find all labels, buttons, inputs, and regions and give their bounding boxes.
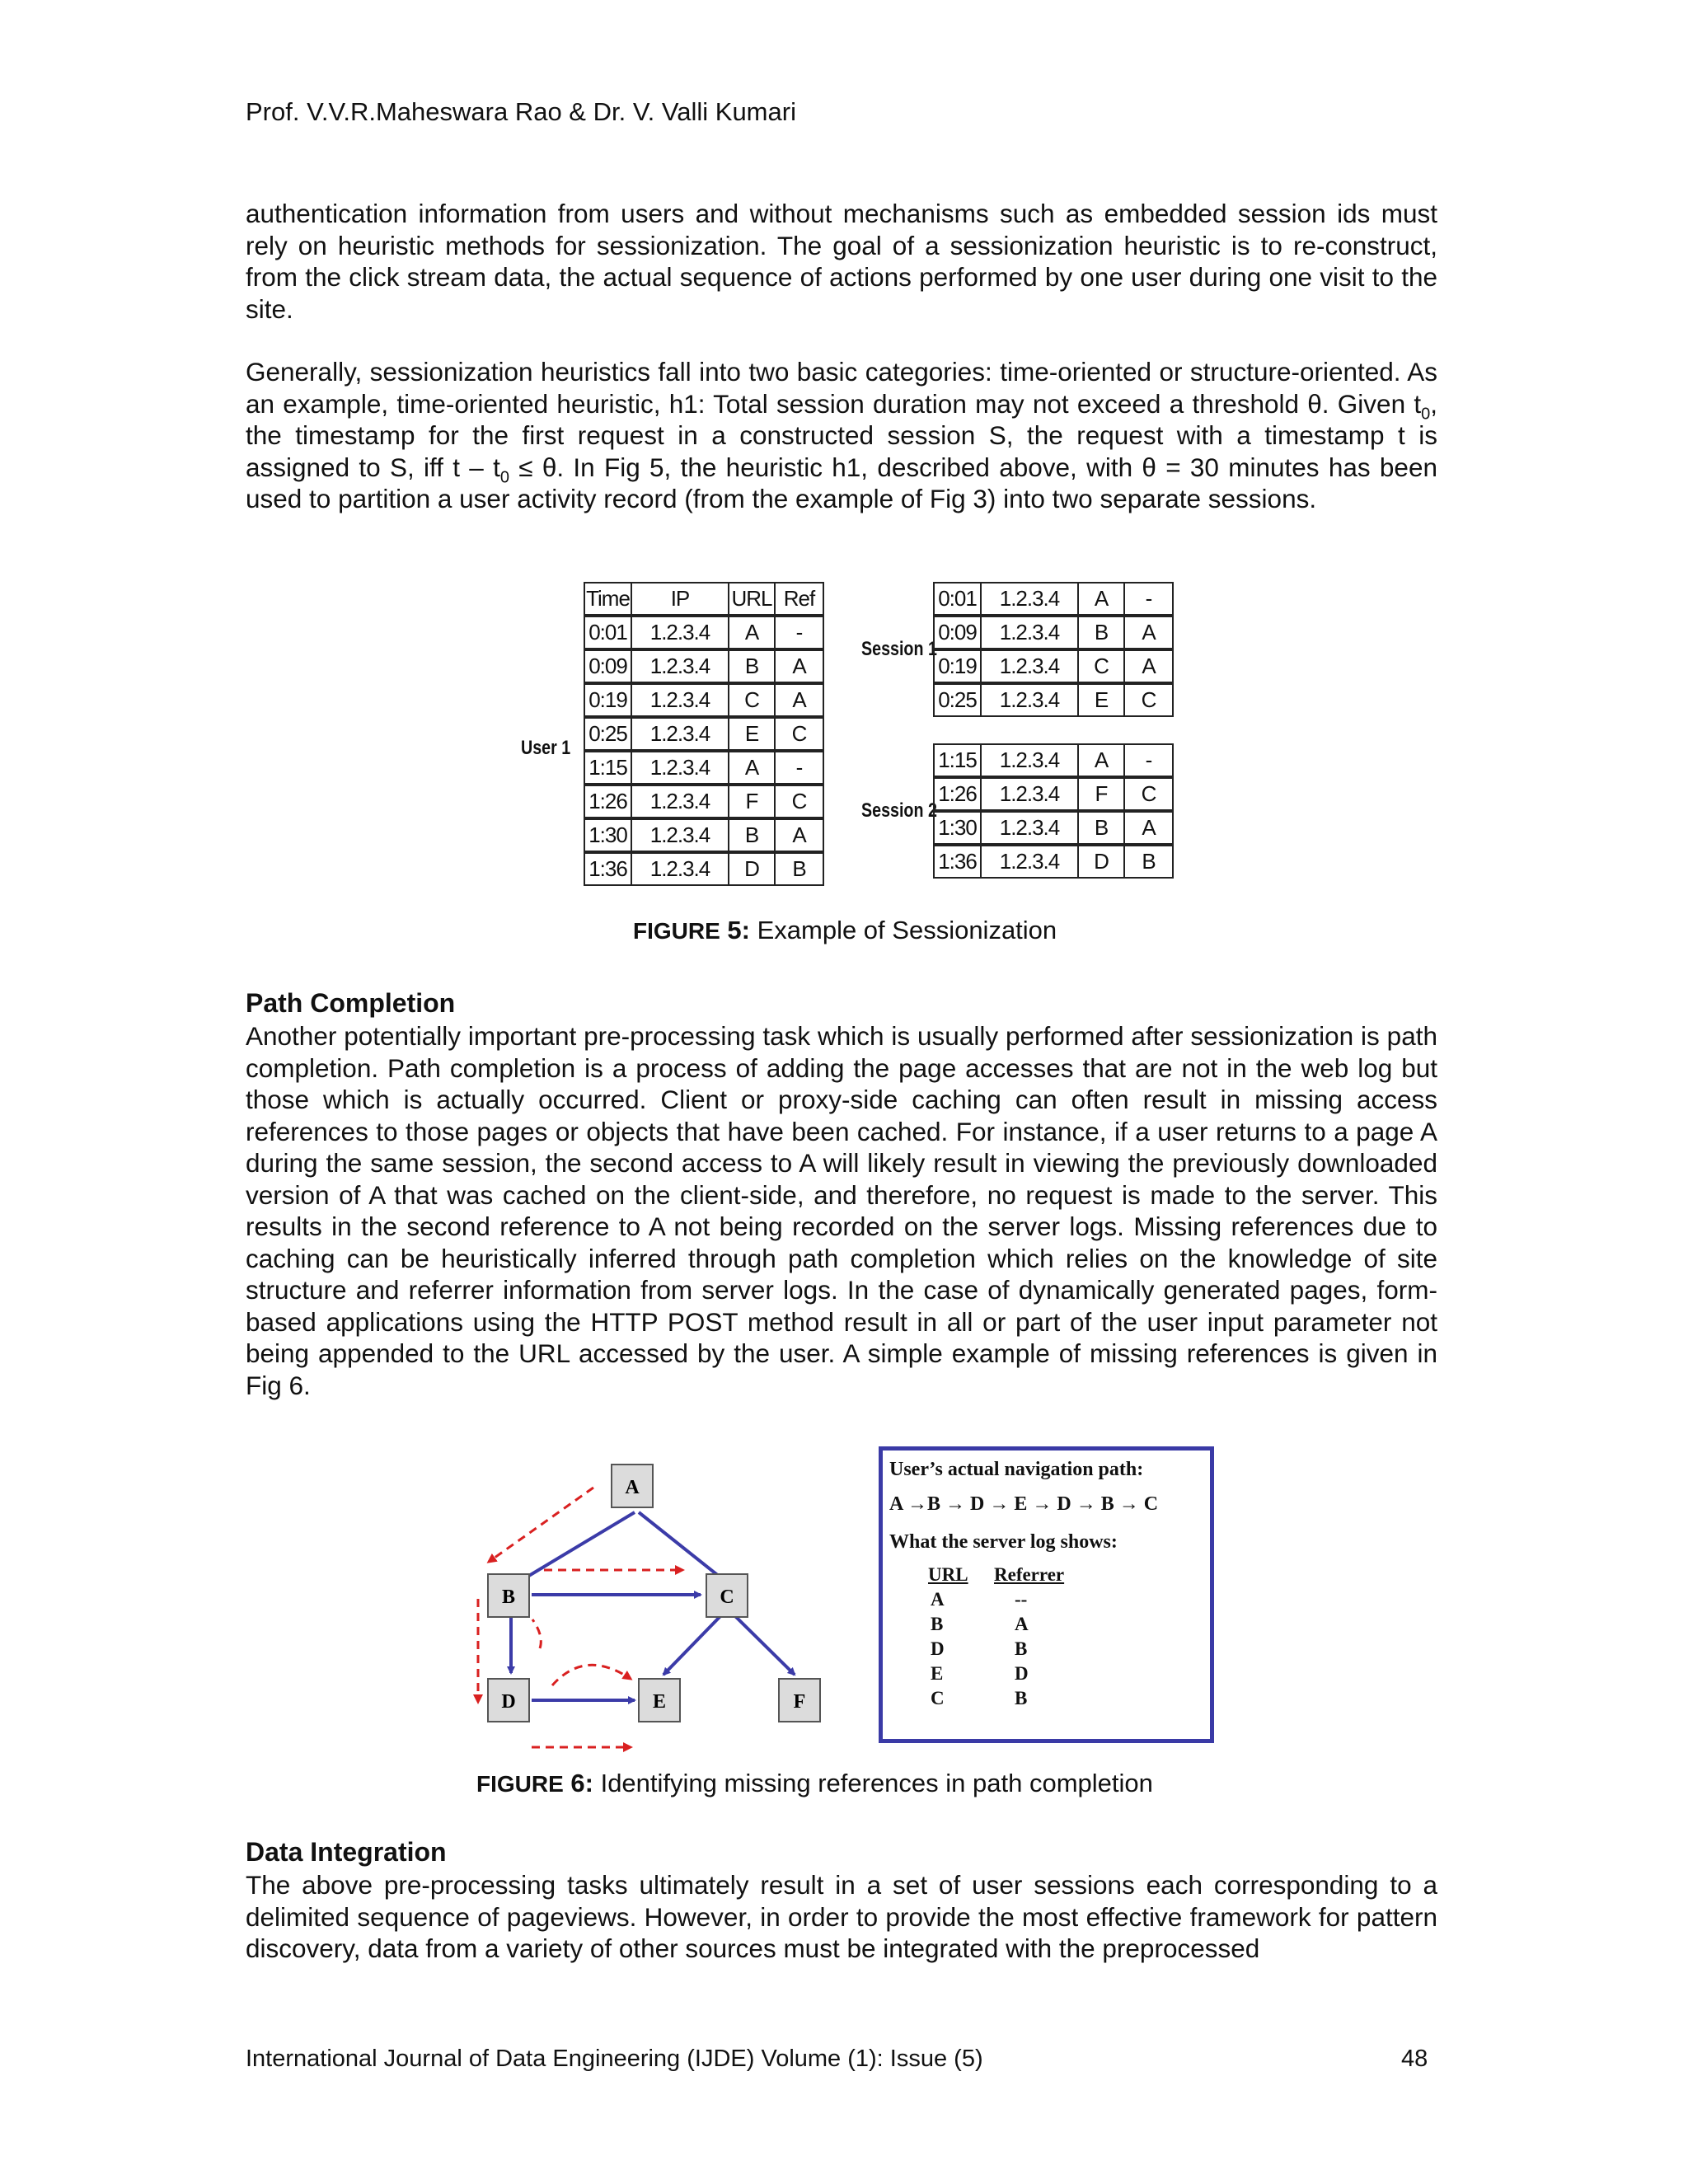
cell-ip: 1.2.3.4 <box>631 751 729 785</box>
cell-url: B <box>729 818 775 852</box>
cell-time: 0:25 <box>584 717 631 751</box>
user-activity-table <box>584 582 824 886</box>
header-ref: Ref <box>775 583 823 616</box>
cell-ref: C <box>775 717 823 751</box>
cell-ref: C <box>1124 777 1173 811</box>
session-2-label: Session 2 <box>861 799 937 822</box>
link-c-e <box>663 1615 722 1675</box>
cell-url: C <box>1078 649 1124 683</box>
log-url: A <box>931 1589 945 1610</box>
paragraph-heuristics: Generally, sessionization heuristics fall into two basic categories: time-oriented or structure-oriented. As an example, time-oriented heuristic, h1: Total session duration may not exceed a threshold θ. Given $t_0$, the timestamp for the first request in a constructed session S, the request with a timestamp t is assigned to S, iff $t - t_0 \le \theta$. In Fig 5, the heuristic h1, described above, with θ = 30 minutes has been used to partition a user activity record (from the example of Fig 3) into two separate sessions. <box>246 357 1437 513</box>
cell-url: B <box>1078 811 1124 845</box>
cell-ref: A <box>775 818 823 852</box>
cell-time: 0:09 <box>934 616 981 649</box>
log-referrer: -- <box>1015 1589 1028 1610</box>
cell-time: 0:01 <box>934 583 981 616</box>
link-c-f <box>734 1615 795 1675</box>
cell-ip: 1.2.3.4 <box>631 649 729 683</box>
table-row <box>584 683 823 717</box>
header-url: URL <box>729 583 775 616</box>
session-1-table <box>933 582 1174 717</box>
cell-ref: A <box>1124 649 1173 683</box>
node-d-label: D <box>501 1691 516 1713</box>
heading-path-completion: Path Completion <box>246 988 456 1018</box>
figure-5-sessionization <box>511 582 1187 888</box>
cell-url: F <box>1078 777 1124 811</box>
table-row <box>584 649 823 683</box>
cell-ip: 1.2.3.4 <box>631 818 729 852</box>
table-row <box>584 616 823 649</box>
log-referrer: A <box>1015 1614 1029 1634</box>
page-header-authors: Prof. V.V.R.Maheswara Rao & Dr. V. Valli Kumari <box>246 97 796 126</box>
table-row <box>934 744 1173 777</box>
footer-page-number: 48 <box>1401 2046 1428 2072</box>
log-url: E <box>931 1663 944 1684</box>
node-e-label: E <box>652 1691 667 1713</box>
figure-6-navigation-box <box>879 1446 1214 1743</box>
cell-time: 1:15 <box>934 744 981 777</box>
cell-url: A <box>1078 744 1124 777</box>
table-row <box>584 717 823 751</box>
cell-ref: A <box>775 649 823 683</box>
table-row <box>934 845 1173 878</box>
node-a-label: A <box>625 1477 640 1498</box>
cell-ref: B <box>775 852 823 885</box>
cell-ip: 1.2.3.4 <box>981 616 1078 649</box>
cell-time: 0:09 <box>584 649 631 683</box>
log-referrer: B <box>1015 1688 1028 1708</box>
table-row <box>584 852 823 885</box>
cell-time: 1:26 <box>934 777 981 811</box>
header-time: Time <box>584 583 631 616</box>
cell-url: A <box>729 616 775 649</box>
session-1-label: Session 1 <box>861 638 937 660</box>
figure-6-site-graph <box>462 1463 832 1768</box>
table-row <box>584 751 823 785</box>
cell-url: F <box>729 785 775 818</box>
cell-ref: - <box>1124 583 1173 616</box>
table-header-row <box>584 583 823 616</box>
cell-time: 0:01 <box>584 616 631 649</box>
log-referrer: D <box>1015 1663 1029 1684</box>
cell-time: 0:25 <box>934 683 981 716</box>
node-b-label: B <box>501 1586 516 1608</box>
cell-url: A <box>1078 583 1124 616</box>
cell-time: 1:15 <box>584 751 631 785</box>
table-row <box>934 777 1173 811</box>
cell-ip: 1.2.3.4 <box>631 785 729 818</box>
log-url: C <box>931 1688 945 1708</box>
figure-5-caption: FIGURE 5: Example of Sessionization <box>633 916 1057 944</box>
cell-ip: 1.2.3.4 <box>631 852 729 885</box>
cell-url: A <box>729 751 775 785</box>
figure-6-caption: FIGURE 6: Identifying missing references in path completion <box>476 1769 1153 1797</box>
cell-time: 1:30 <box>934 811 981 845</box>
cell-ip: 1.2.3.4 <box>981 777 1078 811</box>
log-header-url: URL <box>928 1564 968 1585</box>
cell-time: 0:19 <box>584 683 631 717</box>
log-referrer: B <box>1015 1638 1028 1659</box>
heading-data-integration: Data Integration <box>246 1837 447 1867</box>
table-row <box>934 683 1173 716</box>
footer-journal: International Journal of Data Engineering (IJDE) Volume (1): Issue (5) <box>246 2046 983 2072</box>
cell-url: B <box>729 649 775 683</box>
cell-time: 0:19 <box>934 649 981 683</box>
paragraph-sessionization-intro: authentication information from users and without mechanisms such as embedded session ids must rely on heuristic methods for sessionization. The goal of a sessionization heuristic is to re-construct, from the click stream data, the actual sequence of actions performed by one user during one visit to the site. <box>246 199 1437 324</box>
site-structure-links <box>511 1512 795 1700</box>
table-row <box>934 583 1173 616</box>
cell-ip: 1.2.3.4 <box>631 717 729 751</box>
log-url: D <box>931 1638 945 1659</box>
cell-ref: A <box>775 683 823 717</box>
cell-ip: 1.2.3.4 <box>981 811 1078 845</box>
cell-time: 1:36 <box>934 845 981 878</box>
cell-url: D <box>729 852 775 885</box>
cell-url: B <box>1078 616 1124 649</box>
table-row <box>934 811 1173 845</box>
cell-ip: 1.2.3.4 <box>981 583 1078 616</box>
cell-ref: - <box>775 751 823 785</box>
session-2-table <box>933 743 1174 879</box>
table-row <box>934 616 1173 649</box>
cell-ip: 1.2.3.4 <box>981 683 1078 716</box>
cell-url: E <box>1078 683 1124 716</box>
log-url: B <box>931 1614 944 1634</box>
cell-ip: 1.2.3.4 <box>631 616 729 649</box>
cell-ref: - <box>775 616 823 649</box>
cell-time: 1:26 <box>584 785 631 818</box>
cell-ref: A <box>1124 616 1173 649</box>
cell-ip: 1.2.3.4 <box>981 649 1078 683</box>
server-log-title: What the server log shows: <box>889 1531 1118 1553</box>
cell-ref: C <box>1124 683 1173 716</box>
table-row <box>934 649 1173 683</box>
paragraph-data-integration: The above pre-processing tasks ultimately result in a set of user sessions each corresponding to a delimited sequence of pageviews. However, in order to provide the most effective framework for pattern discovery, data from a variety of other sources must be integrated with the preprocessed <box>246 1870 1437 1963</box>
cell-ip: 1.2.3.4 <box>981 744 1078 777</box>
cell-ip: 1.2.3.4 <box>631 683 729 717</box>
cell-url: D <box>1078 845 1124 878</box>
user-1-label: User 1 <box>521 737 571 759</box>
cell-time: 1:30 <box>584 818 631 852</box>
missing-d-b-curve <box>532 1619 541 1648</box>
cell-ref: C <box>775 785 823 818</box>
cell-ip: 1.2.3.4 <box>981 845 1078 878</box>
node-c-label: C <box>720 1586 734 1608</box>
cell-url: E <box>729 717 775 751</box>
cell-ref: B <box>1124 845 1173 878</box>
cell-url: C <box>729 683 775 717</box>
nav-path-title: User’s actual navigation path: <box>889 1459 1144 1480</box>
cell-time: 1:36 <box>584 852 631 885</box>
node-f-label: F <box>793 1691 806 1713</box>
nav-path-sequence: A →B → D → E → D → B → C <box>889 1493 1159 1515</box>
table-row <box>584 818 823 852</box>
missing-a-b <box>489 1488 593 1562</box>
table-row <box>584 785 823 818</box>
cell-ref: A <box>1124 811 1173 845</box>
missing-e-d-curve <box>552 1665 631 1685</box>
paragraph-path-completion: Another potentially important pre-processing task which is usually performed after sessionization is path completion. Path completion is a process of adding the page accesses that are not in the web log but those which is actually occurred. Client or proxy-side caching can often result in missing access references to those pages or objects that have been cached. For instance, if a user returns to a page A during the same session, the second access to A will likely result in viewing the previously downloaded version of A that was cached on the client-side, and therefore, no request is made to the server. This results in the second reference to A not being recorded on the server logs. Missing references due to caching can be heuristically inferred through path completion which relies on the knowledge of site structure and referrer information from server logs. In the case of dynamically generated pages, form-based applications using the HTTP POST method result in all or part of the user input parameter not being appended to the URL accessed by the user. A simple example of missing references is given in Fig 6. <box>246 1021 1437 1400</box>
header-ip: IP <box>631 583 729 616</box>
log-header-referrer: Referrer <box>994 1564 1065 1585</box>
cell-ref: - <box>1124 744 1173 777</box>
